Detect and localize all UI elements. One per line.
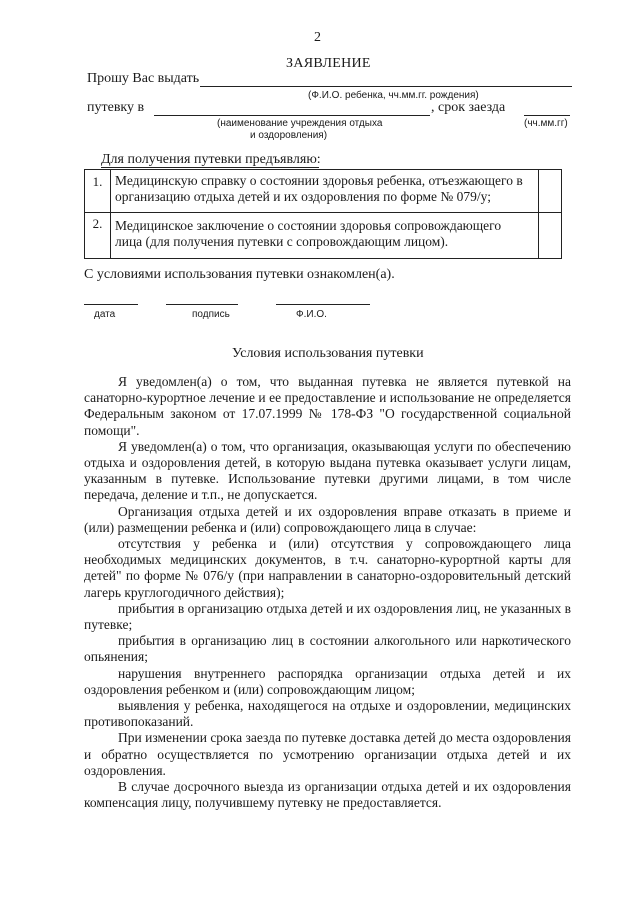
date-hint: (чч.мм.гг): [524, 118, 568, 129]
intro-underline: [101, 167, 319, 168]
sign-signature-line[interactable]: [166, 304, 238, 305]
paragraph: нарушения внутреннего распорядка организации отдыха детей и их оздоровления ребенком и (или) сопровождающим лицом;: [84, 665, 571, 697]
document-title: ЗАЯВЛЕНИЕ: [286, 56, 371, 71]
row-text: Медицинское заключение о состоянии здоровья сопровождающего лица (для получения путевки с сопровождающим лицом).: [115, 218, 502, 249]
conditions-title: Условия использования путевки: [232, 346, 424, 361]
arrival-label: , срок заезда: [431, 100, 506, 115]
child-hint: (Ф.И.О. ребенка, чч.мм.гг. рождения): [308, 90, 479, 101]
paragraph: выявления у ребенка, находящегося на отдыхе и оздоровлении, медицинских противопоказаний.: [84, 698, 571, 730]
page-number: 2: [314, 30, 321, 45]
documents-table: [84, 169, 562, 259]
paragraph: При изменении срока заезда по путевке доставка детей до места оздоровления и обратно осуществляется по усмотрению организации отдыха детей и их оздоровления.: [84, 730, 571, 778]
conditions-body: [84, 374, 571, 811]
request-label: Прошу Вас выдать: [87, 71, 200, 86]
paragraph: Организация отдыха детей и их оздоровления вправе отказать в приеме и (или) размещении ребенка и (или) сопровождающего лица в случае:: [84, 503, 571, 535]
row-check-cell[interactable]: [538, 170, 561, 212]
arrival-date-field[interactable]: [524, 115, 570, 116]
row-number: 1.: [85, 170, 111, 212]
institution-hint-line1: (наименование учреждения отдыха: [217, 118, 383, 129]
paragraph: В случае досрочного выезда из организации отдыха детей и их оздоровления компенсация лицу, получившему путевку не предоставляется.: [84, 779, 571, 811]
name-caption: Ф.И.О.: [296, 309, 327, 320]
child-name-field[interactable]: [200, 86, 572, 87]
sign-caption: подпись: [192, 309, 230, 320]
paragraph: Я уведомлен(а) о том, что выданная путевка не является путевкой на санаторно-курортное лечение и ее предоставление и использование не определяется Федеральным законом от 17.07.1999 № 178-ФЗ "О государственной социальной помощи".: [84, 374, 571, 438]
institution-field[interactable]: [154, 115, 430, 116]
acknowledge-text: С условиями использования путевки ознакомлен(а).: [84, 267, 395, 282]
table-row: [85, 170, 561, 213]
date-signature-line[interactable]: [84, 304, 138, 305]
row-check-cell[interactable]: [538, 212, 561, 258]
row-number: 2.: [85, 212, 111, 258]
table-row: [85, 212, 561, 258]
institution-hint-line2: и оздоровления): [250, 130, 328, 141]
date-caption: дата: [94, 309, 116, 320]
paragraph: прибытия в организацию лиц в состоянии алкогольного или наркотического опьянения;: [84, 633, 571, 665]
row-text: Медицинскую справку о состоянии здоровья ребенка, отъезжающего в организацию отдыха детей и их оздоровления по форме № 079/у;: [115, 173, 523, 204]
paragraph: Я уведомлен(а) о том, что организация, оказывающая услуги по обеспечению отдыха и оздоровления детей, в которую выдана путевка оказывает услуги лицам, указанным в путевке. Использование путевки другими лицами, в том числе передача, деление и т.п., не допускается.: [84, 438, 571, 503]
paragraph: отсутствия у ребенка и (или) отсутствия у сопровождающего лица необходимых медицинских документов, в т.ч. санаторно-курортной карты для детей" по форме № 076/у (при направлении в санаторно-оздоровительный детский лагерь круглогодичного действия);: [84, 536, 571, 600]
voucher-label: путевку в: [87, 100, 145, 115]
documents-intro: Для получения путевки предъявляю:: [101, 152, 321, 167]
name-signature-line[interactable]: [276, 304, 370, 305]
paragraph: прибытия в организацию отдыха детей и их оздоровления лиц, не указанных в путевке;: [84, 600, 571, 633]
